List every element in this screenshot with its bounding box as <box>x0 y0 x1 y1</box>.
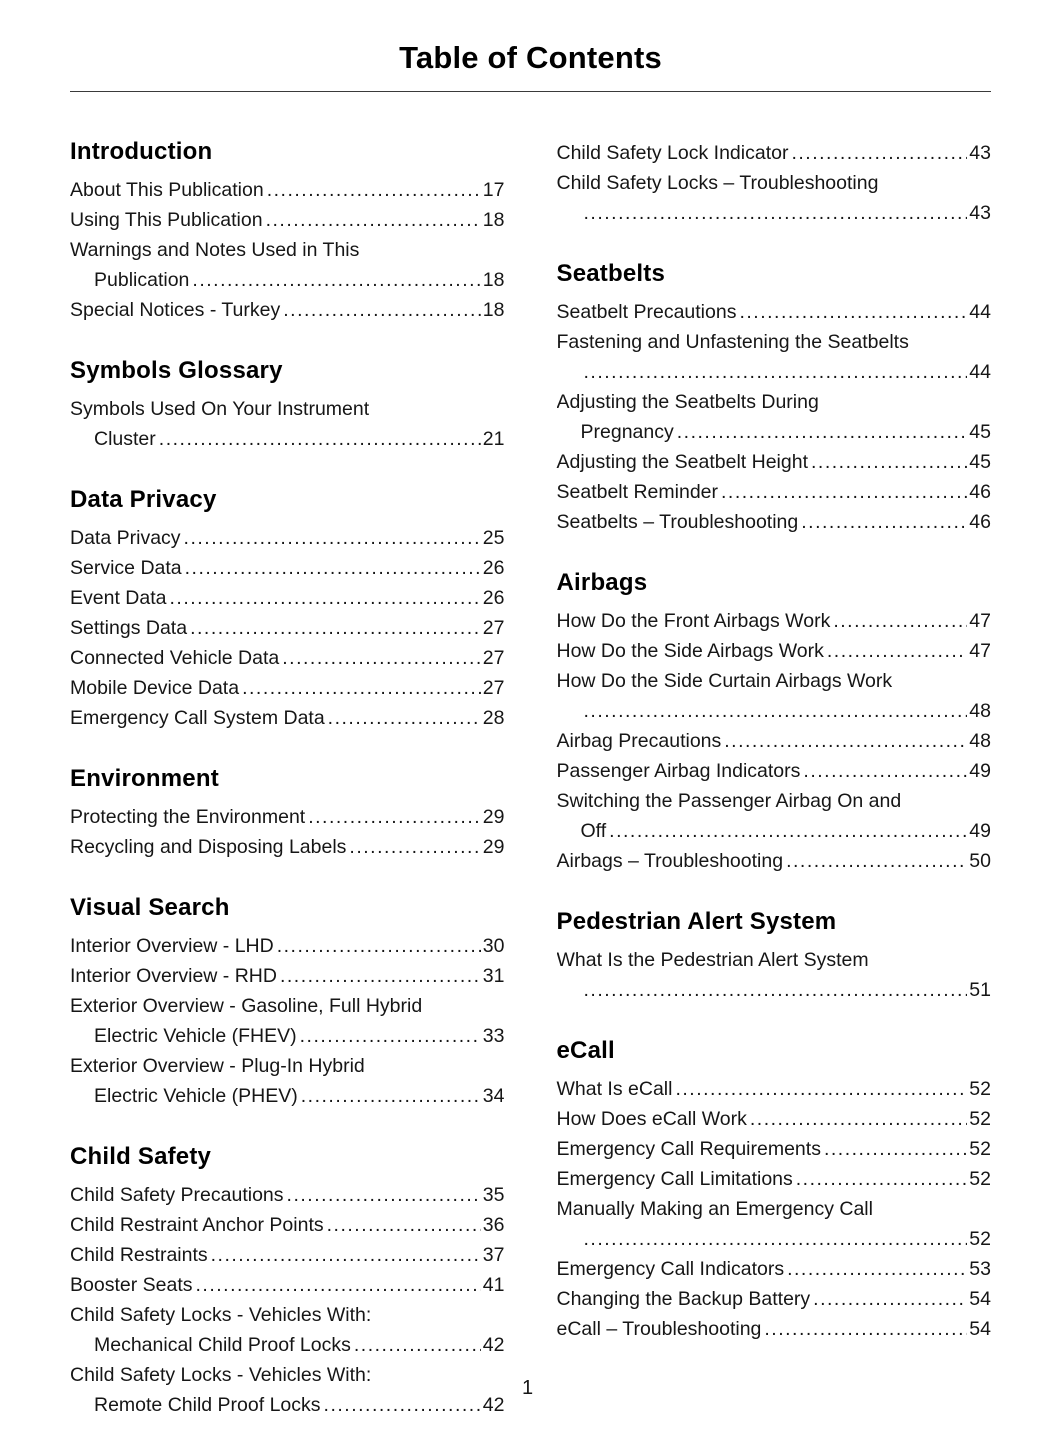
entry-page-number: 28 <box>482 707 505 729</box>
entry-text: Adjusting the Seatbelt Height <box>556 451 809 473</box>
entry-text: Special Notices - Turkey <box>70 299 281 321</box>
entry-leader-line <box>557 846 992 876</box>
entry-page-number: 31 <box>482 965 505 987</box>
entry-page-number: 29 <box>482 806 505 828</box>
toc-entry <box>70 175 505 205</box>
entry-page-number: 34 <box>482 1085 505 1107</box>
dot-leader <box>195 1270 480 1300</box>
dot-leader <box>327 1210 481 1240</box>
entry-text: About This Publication <box>70 179 264 201</box>
toc-entry <box>557 726 992 756</box>
toc-entry <box>557 756 992 786</box>
entry-leader-line <box>557 198 992 228</box>
dot-leader <box>803 756 967 786</box>
entry-leader-line <box>557 756 992 786</box>
entry-text: How Do the Side Airbags Work <box>556 640 824 662</box>
toc-entry <box>557 327 992 387</box>
toc-section <box>70 138 505 325</box>
page-number: 1 <box>521 1377 534 1399</box>
dot-leader <box>833 606 967 636</box>
toc-entry <box>557 1284 992 1314</box>
dot-leader <box>190 613 481 643</box>
entry-text: What Is the Pedestrian Alert System <box>556 949 869 971</box>
dot-leader <box>787 1254 967 1284</box>
entry-page-number: 49 <box>969 820 991 842</box>
entry-leader-line <box>70 703 505 733</box>
section-heading: Introduction <box>70 138 213 165</box>
entry-text: Mobile Device Data <box>70 677 240 699</box>
entry-page-number: 21 <box>482 428 505 450</box>
dot-leader <box>192 265 480 295</box>
dot-leader <box>677 417 968 447</box>
entry-page-number: 18 <box>482 269 505 291</box>
dot-leader <box>796 1164 968 1194</box>
entry-page-number: 25 <box>482 527 505 549</box>
entry-text: Emergency Call System Data <box>70 707 325 729</box>
entry-text: Event Data <box>70 587 167 609</box>
entry-page-number: 47 <box>969 610 991 632</box>
entry-leader-line <box>557 1074 992 1104</box>
dot-leader <box>721 477 967 507</box>
entry-leader-line <box>70 673 505 703</box>
toc-column-1 <box>70 138 505 1420</box>
entry-text: Seatbelt Reminder <box>556 481 719 503</box>
entry-page-number: 47 <box>969 640 991 662</box>
entry-page-number: 42 <box>482 1394 505 1416</box>
toc-entry <box>557 1074 992 1104</box>
toc-entry <box>557 786 992 846</box>
dot-leader <box>184 523 481 553</box>
entry-page-number: 35 <box>482 1184 505 1206</box>
entry-leader-line <box>70 1210 505 1240</box>
page-title: Table of Contents <box>399 40 662 75</box>
entry-leader-line <box>70 832 505 862</box>
toc-entry <box>557 945 992 1005</box>
dot-leader <box>801 507 967 537</box>
section-heading: Visual Search <box>70 894 230 921</box>
entry-text: How Do the Side Curtain Airbags Work <box>556 670 893 692</box>
toc-entry <box>70 1180 505 1210</box>
toc-section <box>70 894 505 1111</box>
entry-leader-line <box>70 1180 505 1210</box>
entry-leader-line <box>70 523 505 553</box>
entry-text: Emergency Call Limitations <box>556 1168 793 1190</box>
section-heading: Symbols Glossary <box>70 357 283 384</box>
entry-text: Child Safety Precautions <box>70 1184 284 1206</box>
toc-entry <box>70 583 505 613</box>
toc-entry <box>70 703 505 733</box>
dot-leader <box>764 1314 967 1344</box>
dot-leader <box>242 673 481 703</box>
entry-text: Seatbelts – Troubleshooting <box>556 511 799 533</box>
toc-entry <box>70 1270 505 1300</box>
dot-leader <box>584 1224 968 1254</box>
entry-leader-line <box>70 265 505 295</box>
entry-leader-line <box>557 975 992 1005</box>
toc-entry <box>557 168 992 228</box>
entry-page-number: 42 <box>482 1334 505 1356</box>
entry-page-number: 45 <box>969 421 991 443</box>
entry-page-number: 52 <box>969 1108 991 1130</box>
entry-leader-line <box>70 1240 505 1270</box>
entry-text: How Do the Front Airbags Work <box>556 610 831 632</box>
dot-leader <box>609 816 967 846</box>
entry-text: How Does eCall Work <box>556 1108 747 1130</box>
entry-page-number: 50 <box>969 850 991 872</box>
dot-leader <box>308 802 481 832</box>
title-divider <box>70 91 991 92</box>
toc-entry <box>70 523 505 553</box>
toc-section <box>557 569 992 876</box>
section-heading: Data Privacy <box>70 486 217 513</box>
dot-leader <box>354 1330 481 1360</box>
section-heading: eCall <box>556 1037 615 1064</box>
entry-text: Child Safety Lock Indicator <box>556 142 789 164</box>
entry-text: Child Restraints <box>70 1244 208 1266</box>
entry-page-number: 27 <box>482 617 505 639</box>
entry-leader-line <box>557 1224 992 1254</box>
entry-leader-line <box>70 205 505 235</box>
entry-leader-line <box>70 553 505 583</box>
entry-text: Airbags – Troubleshooting <box>556 850 784 872</box>
toc-entry <box>70 643 505 673</box>
dot-leader <box>584 357 968 387</box>
dot-leader <box>211 1240 481 1270</box>
entry-leader-line <box>557 477 992 507</box>
entry-text: Interior Overview - LHD <box>70 935 274 957</box>
entry-page-number: 48 <box>969 730 991 752</box>
entry-leader-line <box>557 297 992 327</box>
entry-text: Cluster <box>94 428 156 450</box>
toc-entry <box>557 1104 992 1134</box>
entry-text: Connected Vehicle Data <box>70 647 280 669</box>
dot-leader <box>786 846 967 876</box>
dot-leader <box>300 1021 481 1051</box>
entry-text: Data Privacy <box>70 527 181 549</box>
dot-leader <box>266 205 481 235</box>
toc-entry <box>70 931 505 961</box>
toc-entry <box>557 477 992 507</box>
entry-page-number: 17 <box>482 179 505 201</box>
toc-entry <box>557 846 992 876</box>
toc-entry <box>70 1210 505 1240</box>
entry-page-number: 53 <box>969 1258 991 1280</box>
toc-entry <box>70 1300 505 1360</box>
entry-page-number: 18 <box>482 299 505 321</box>
entry-leader-line <box>70 175 505 205</box>
dot-leader <box>287 1180 481 1210</box>
entry-text: Seatbelt Precautions <box>556 301 737 323</box>
entry-leader-line <box>70 613 505 643</box>
toc-entry <box>557 297 992 327</box>
dot-leader <box>791 138 967 168</box>
entry-text: Off <box>580 820 607 842</box>
toc-entry <box>70 1240 505 1270</box>
toc-entry <box>70 613 505 643</box>
dot-leader <box>267 175 481 205</box>
entry-page-number: 44 <box>969 301 991 323</box>
entry-text: Using This Publication <box>70 209 263 231</box>
toc-entry <box>557 447 992 477</box>
entry-leader-line <box>70 961 505 991</box>
toc-entry <box>70 991 505 1051</box>
entry-page-number: 44 <box>969 361 991 383</box>
entry-text: Mechanical Child Proof Locks <box>94 1334 351 1356</box>
entry-page-number: 52 <box>969 1138 991 1160</box>
entry-text: Remote Child Proof Locks <box>94 1394 321 1416</box>
entry-text: Child Safety Locks - Vehicles With: <box>70 1304 372 1326</box>
entry-page-number: 43 <box>969 142 991 164</box>
entry-text: Passenger Airbag Indicators <box>556 760 801 782</box>
entry-leader-line <box>557 138 992 168</box>
entry-text: eCall – Troubleshooting <box>556 1318 762 1340</box>
toc-section <box>70 765 505 862</box>
entry-leader-line <box>70 1270 505 1300</box>
toc-entry <box>557 138 992 168</box>
entry-leader-line <box>557 447 992 477</box>
entry-page-number: 29 <box>482 836 505 858</box>
entry-text: Warnings and Notes Used in This <box>70 239 360 261</box>
toc-entry <box>70 235 505 295</box>
entry-page-number: 51 <box>969 979 991 1001</box>
toc-entry <box>557 1314 992 1344</box>
entry-text: Pregnancy <box>580 421 674 443</box>
entry-leader-line <box>70 583 505 613</box>
entry-text: Fastening and Unfastening the Seatbelts <box>556 331 909 353</box>
dot-leader <box>750 1104 967 1134</box>
toc-entry <box>557 507 992 537</box>
section-heading: Child Safety <box>70 1143 212 1170</box>
section-heading: Pedestrian Alert System <box>556 908 837 935</box>
entry-leader-line <box>557 606 992 636</box>
entry-page-number: 46 <box>969 481 991 503</box>
entry-page-number: 27 <box>482 647 505 669</box>
dot-leader <box>813 1284 967 1314</box>
entry-leader-line <box>557 726 992 756</box>
entry-text: Child Safety Locks – Troubleshooting <box>556 172 879 194</box>
entry-page-number: 48 <box>969 700 991 722</box>
dot-leader <box>724 726 967 756</box>
entry-page-number: 33 <box>482 1025 505 1047</box>
toc-entry <box>557 1254 992 1284</box>
entry-page-number: 52 <box>969 1078 991 1100</box>
dot-leader <box>280 961 481 991</box>
section-heading: Environment <box>70 765 219 792</box>
toc-entry <box>70 802 505 832</box>
toc-entry <box>557 387 992 447</box>
entry-leader-line <box>557 417 992 447</box>
entry-text: Child Safety Locks - Vehicles With: <box>70 1364 372 1386</box>
entry-page-number: 37 <box>482 1244 505 1266</box>
toc-entry <box>557 636 992 666</box>
dot-leader <box>159 424 481 454</box>
entry-page-number: 54 <box>969 1318 991 1340</box>
entry-text: Electric Vehicle (PHEV) <box>94 1085 298 1107</box>
entry-text: Manually Making an Emergency Call <box>556 1198 873 1220</box>
entry-leader-line <box>557 1284 992 1314</box>
entry-text: Emergency Call Indicators <box>556 1258 785 1280</box>
entry-leader-line <box>557 816 992 846</box>
toc-entry <box>70 553 505 583</box>
entry-page-number: 52 <box>969 1228 991 1250</box>
entry-text: Adjusting the Seatbelts During <box>556 391 819 413</box>
entry-text: Child Restraint Anchor Points <box>70 1214 324 1236</box>
entry-leader-line <box>557 1254 992 1284</box>
entry-page-number: 52 <box>969 1168 991 1190</box>
entry-leader-line <box>557 1164 992 1194</box>
dot-leader <box>584 975 968 1005</box>
dot-leader <box>584 198 968 228</box>
toc-entry <box>557 666 992 726</box>
dot-leader <box>811 447 967 477</box>
toc-entry <box>557 1134 992 1164</box>
dot-leader <box>349 832 480 862</box>
toc-entry <box>70 394 505 454</box>
entry-text: Changing the Backup Battery <box>556 1288 811 1310</box>
entry-page-number: 46 <box>969 511 991 533</box>
toc-columns <box>70 138 991 1420</box>
entry-text: Switching the Passenger Airbag On and <box>556 790 902 812</box>
entry-leader-line <box>557 1134 992 1164</box>
entry-leader-line <box>557 696 992 726</box>
entry-page-number: 36 <box>482 1214 505 1236</box>
entry-page-number: 45 <box>969 451 991 473</box>
toc-entry <box>557 1164 992 1194</box>
entry-page-number: 54 <box>969 1288 991 1310</box>
entry-leader-line <box>70 1081 505 1111</box>
section-heading: Airbags <box>556 569 648 596</box>
entry-text: Booster Seats <box>70 1274 193 1296</box>
entry-text: Exterior Overview - Plug-In Hybrid <box>70 1055 365 1077</box>
entry-page-number: 43 <box>969 202 991 224</box>
toc-entry <box>70 961 505 991</box>
entry-text: Recycling and Disposing Labels <box>70 836 347 858</box>
entry-page-number: 27 <box>482 677 505 699</box>
entry-leader-line <box>70 643 505 673</box>
toc-section <box>557 260 992 537</box>
toc-column-2 <box>557 138 992 1420</box>
dot-leader <box>283 295 481 325</box>
entry-page-number: 26 <box>482 557 505 579</box>
dot-leader <box>824 1134 967 1164</box>
entry-page-number: 41 <box>482 1274 505 1296</box>
toc-section <box>70 486 505 733</box>
dot-leader <box>277 931 481 961</box>
toc-entry <box>557 606 992 636</box>
toc-entry <box>557 1194 992 1254</box>
toc-entry <box>70 832 505 862</box>
entry-leader-line <box>557 1314 992 1344</box>
entry-text: Electric Vehicle (FHEV) <box>94 1025 297 1047</box>
entry-text: Service Data <box>70 557 182 579</box>
entry-leader-line <box>557 636 992 666</box>
entry-page-number: 30 <box>482 935 505 957</box>
entry-leader-line <box>70 1330 505 1360</box>
dot-leader <box>739 297 967 327</box>
entry-page-number: 49 <box>969 760 991 782</box>
dot-leader <box>169 583 480 613</box>
entry-text: Exterior Overview - Gasoline, Full Hybrid <box>70 995 423 1017</box>
entry-leader-line <box>70 424 505 454</box>
dot-leader <box>328 703 481 733</box>
entry-text: Symbols Used On Your Instrument <box>70 398 370 420</box>
toc-section <box>70 357 505 454</box>
dot-leader <box>282 643 481 673</box>
section-heading: Seatbelts <box>556 260 666 287</box>
entry-text: Interior Overview - RHD <box>70 965 277 987</box>
entry-text: Publication <box>94 269 190 291</box>
entry-page-number: 18 <box>482 209 505 231</box>
entry-leader-line <box>557 357 992 387</box>
toc-entry <box>70 1051 505 1111</box>
toc-section <box>557 908 992 1005</box>
dot-leader <box>827 636 967 666</box>
entry-text: Settings Data <box>70 617 188 639</box>
entry-text: Emergency Call Requirements <box>556 1138 821 1160</box>
entry-page-number: 26 <box>482 587 505 609</box>
toc-section <box>557 1037 992 1344</box>
entry-text: Airbag Precautions <box>556 730 722 752</box>
entry-text: Protecting the Environment <box>70 806 306 828</box>
entry-text: What Is eCall <box>556 1078 673 1100</box>
toc-section <box>557 138 992 228</box>
entry-leader-line <box>70 802 505 832</box>
dot-leader <box>301 1081 481 1111</box>
entry-leader-line <box>70 295 505 325</box>
dot-leader <box>584 696 968 726</box>
dot-leader <box>675 1074 967 1104</box>
entry-leader-line <box>557 507 992 537</box>
toc-entry <box>70 205 505 235</box>
entry-leader-line <box>557 1104 992 1134</box>
toc-entry <box>70 673 505 703</box>
entry-leader-line <box>70 931 505 961</box>
dot-leader <box>185 553 481 583</box>
toc-entry <box>70 295 505 325</box>
entry-leader-line <box>70 1021 505 1051</box>
